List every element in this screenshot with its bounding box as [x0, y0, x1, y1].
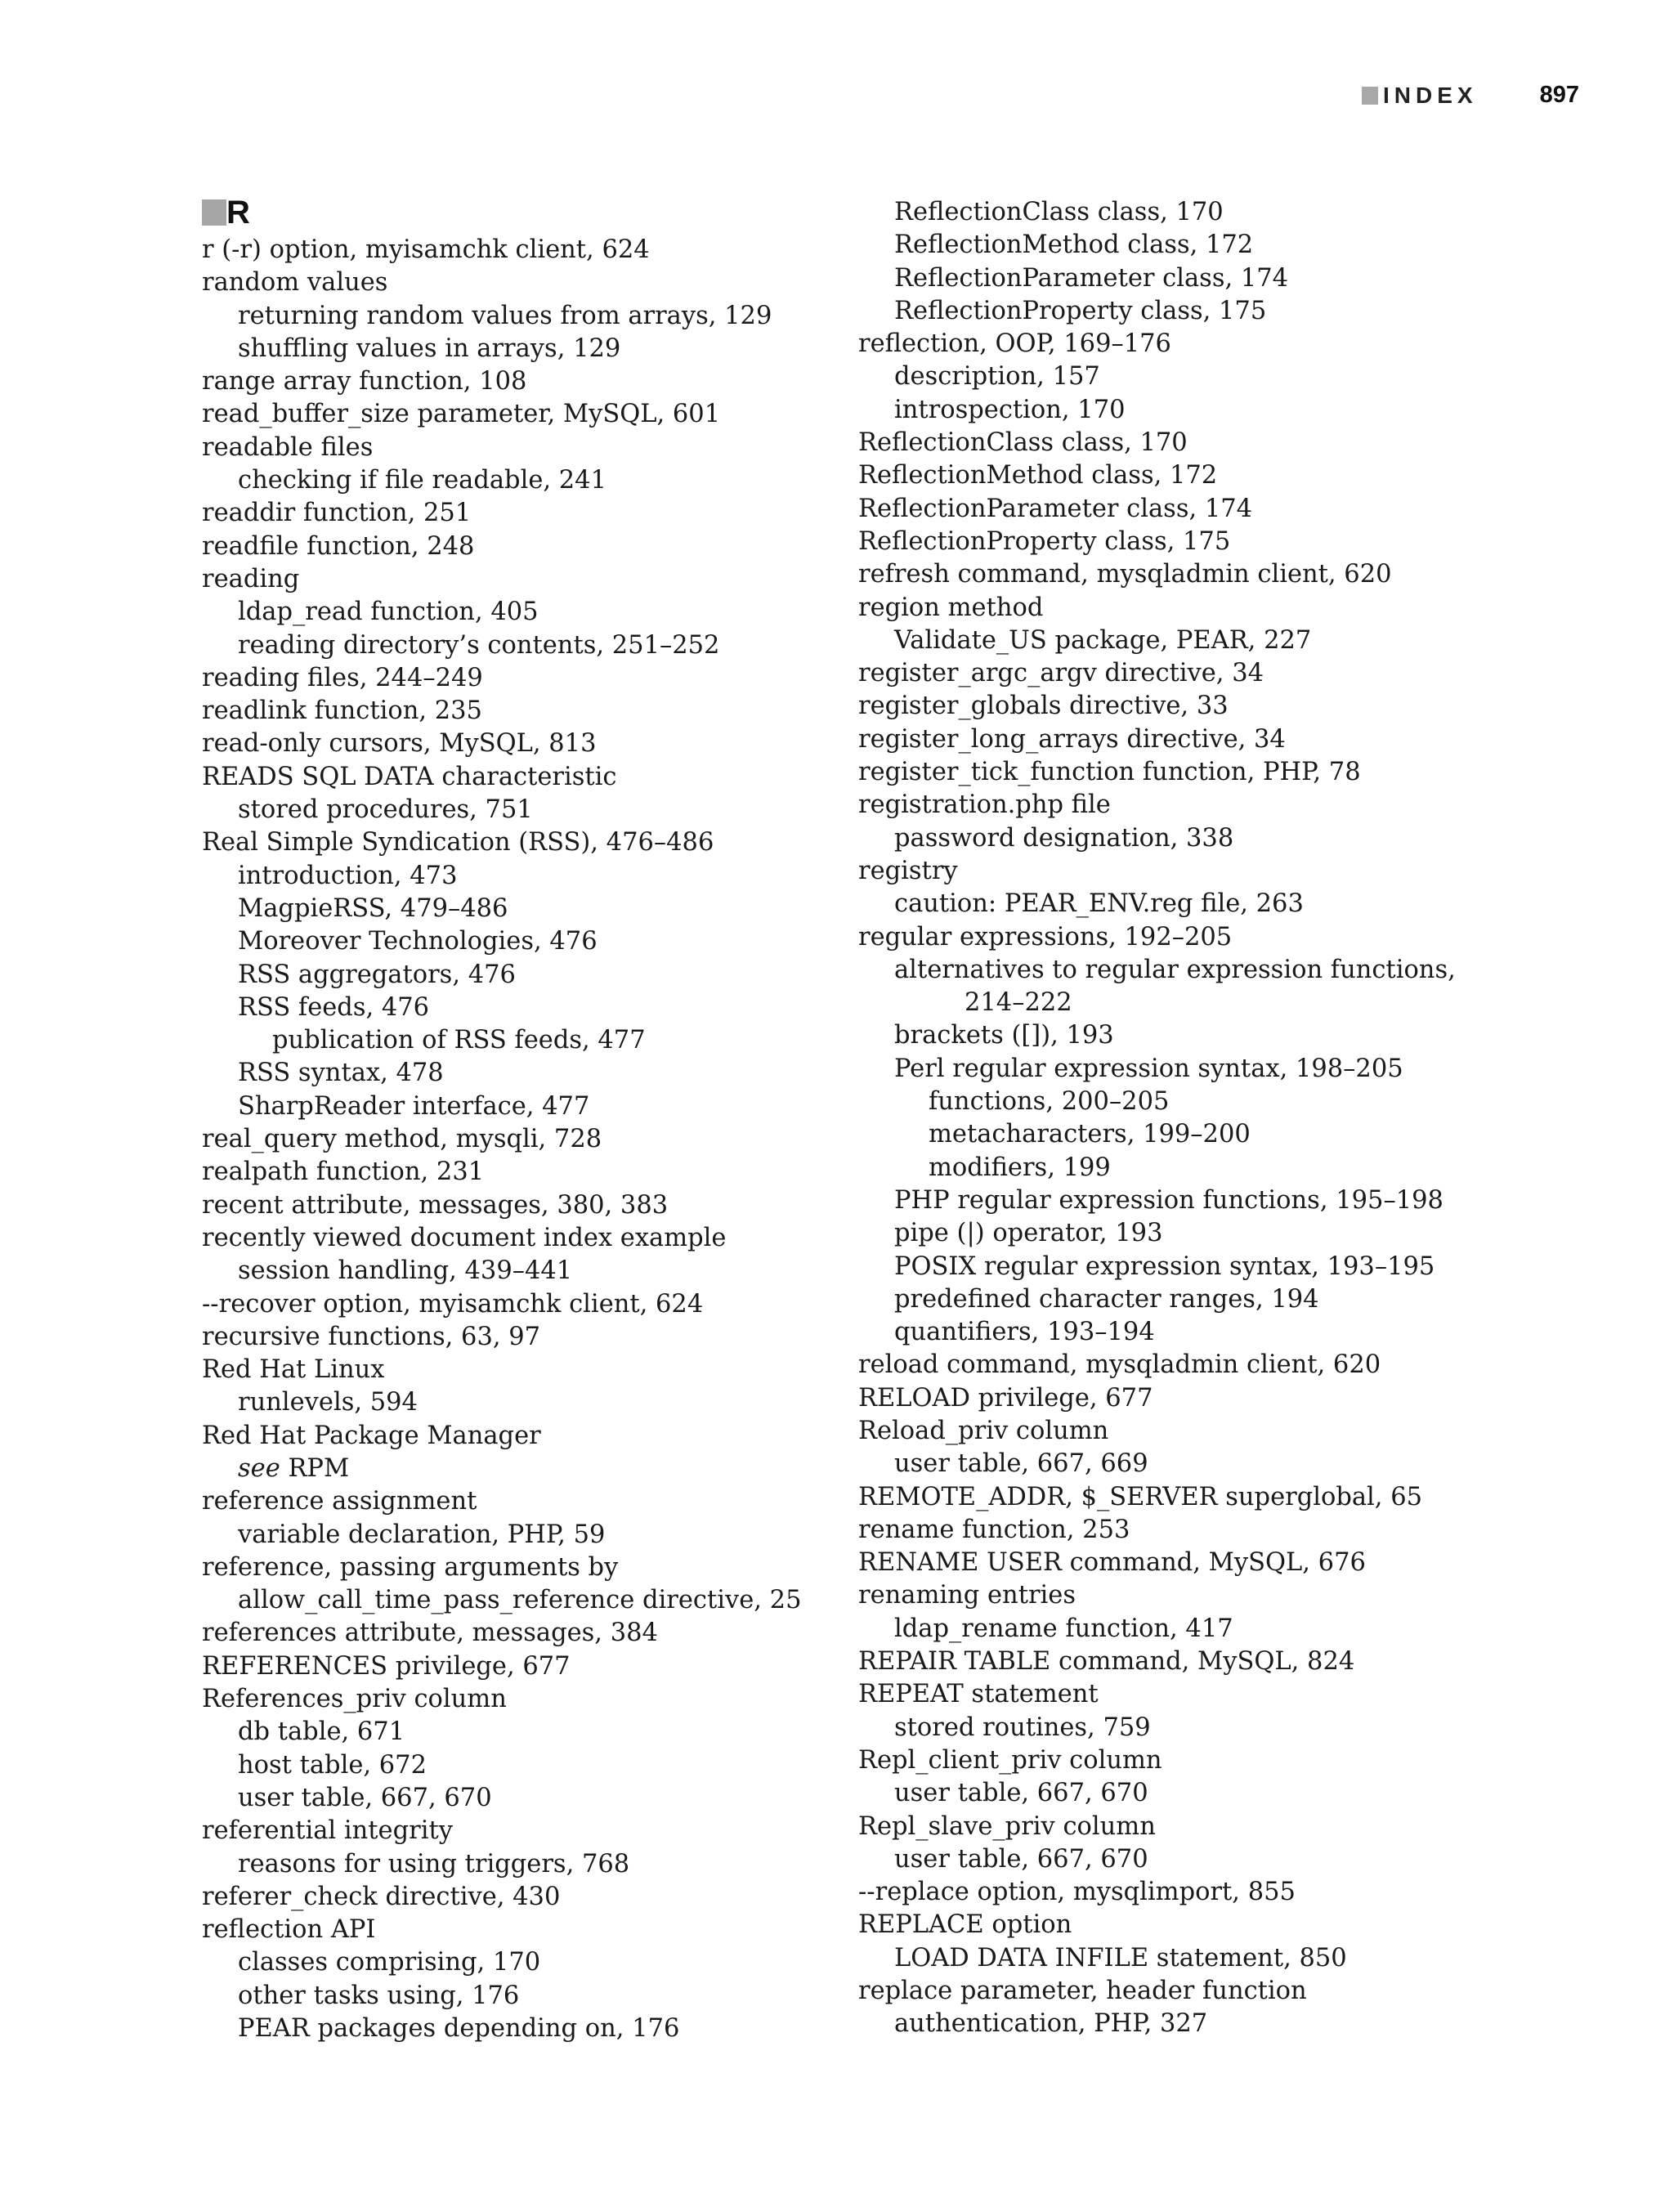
index-entry: read-only cursors, MySQL, 813 — [202, 729, 597, 759]
index-entry: Red Hat Linux — [202, 1355, 385, 1385]
index-entry: publication of RSS feeds, 477 — [272, 1026, 646, 1055]
index-entry: reading directory’s contents, 251–252 — [238, 630, 720, 660]
index-entry: --replace option, mysqlimport, 855 — [858, 1878, 1296, 1907]
index-entry: introspection, 170 — [894, 395, 1126, 424]
running-header — [1362, 82, 1579, 109]
index-entry: regular expressions, 192–205 — [858, 922, 1233, 952]
index-entry: Real Simple Syndication (RSS), 476–486 — [202, 828, 714, 857]
index-entry: LOAD DATA INFILE statement, 850 — [894, 1943, 1347, 1972]
index-entry: brackets ([]), 193 — [894, 1021, 1114, 1050]
index-entry-list-right — [858, 196, 1594, 2041]
index-entry: PEAR packages depending on, 176 — [238, 2014, 680, 2044]
index-entry: ReflectionClass class, 170 — [858, 428, 1188, 458]
index-entry: References_priv column — [202, 1685, 507, 1714]
index-entry: real_query method, mysqli, 728 — [202, 1125, 602, 1154]
index-entry: REPLACE option — [858, 1910, 1072, 1940]
index-entry: readable files — [202, 432, 374, 462]
index-entry: reload command, mysqladmin client, 620 — [858, 1350, 1381, 1380]
index-entry: user table, 667, 670 — [894, 1779, 1148, 1808]
index-entry: Repl_client_priv column — [858, 1745, 1162, 1775]
see-reference-target: RPM — [280, 1453, 350, 1483]
index-entry: db table, 671 — [238, 1717, 405, 1747]
index-entry: read_buffer_size parameter, MySQL, 601 — [202, 400, 721, 429]
index-entry: checking if file readable, 241 — [238, 466, 606, 495]
index-entry: r (-r) option, myisamchk client, 624 — [202, 235, 650, 264]
index-entry: RSS feeds, 476 — [238, 992, 430, 1022]
index-entry: authentication, PHP, 327 — [894, 2009, 1208, 2039]
index-entry-list-left — [202, 234, 856, 2045]
index-entry: random values — [202, 268, 388, 298]
index-entry: ReflectionProperty class, 175 — [894, 296, 1267, 325]
index-entry: reference, passing arguments by — [202, 1552, 619, 1582]
index-entry: ldap_rename function, 417 — [894, 1614, 1233, 1643]
index-entry: register_argc_argv directive, 34 — [858, 659, 1264, 688]
index-entry: introduction, 473 — [238, 861, 458, 890]
index-entry: ReflectionMethod class, 172 — [894, 231, 1254, 260]
index-entry: recent attribute, messages, 380, 383 — [202, 1190, 669, 1220]
index-entry: user table, 667, 669 — [894, 1449, 1148, 1479]
index-entry: runlevels, 594 — [238, 1388, 418, 1417]
section-letter: R — [226, 195, 250, 231]
index-entry: metacharacters, 199–200 — [929, 1120, 1251, 1149]
index-entry: replace parameter, header function — [858, 1977, 1307, 2006]
index-entry: description, 157 — [894, 362, 1100, 392]
index-entry: register_tick_function function, PHP, 78 — [858, 758, 1361, 787]
index-entry: ldap_read function, 405 — [238, 598, 539, 627]
index-entry: REFERENCES privilege, 677 — [202, 1651, 571, 1681]
index-entry: registration.php file — [858, 790, 1111, 820]
index-entry: rename function, 253 — [858, 1515, 1130, 1544]
index-entry: reasons for using triggers, 768 — [238, 1849, 630, 1878]
index-entry: region method — [858, 593, 1044, 622]
index-entry: reflection API — [202, 1915, 376, 1945]
index-entry: Repl_slave_priv column — [858, 1811, 1156, 1841]
index-entry: other tasks using, 176 — [238, 1981, 520, 2010]
index-entry: classes comprising, 170 — [238, 1948, 541, 1977]
index-entry: range array function, 108 — [202, 367, 527, 396]
index-entry: caution: PEAR_ENV.reg file, 263 — [894, 889, 1304, 919]
index-entry: READS SQL DATA characteristic — [202, 762, 617, 791]
index-entry: user table, 667, 670 — [894, 1844, 1148, 1874]
index-entry: REPEAT statement — [858, 1680, 1099, 1709]
index-entry: alternatives to regular expression functions, — [894, 955, 1456, 984]
index-entry: renaming entries — [858, 1581, 1076, 1610]
index-entry: ReflectionParameter class, 174 — [894, 263, 1289, 293]
header-label: INDEX — [1383, 82, 1478, 108]
index-entry: register_globals directive, 33 — [858, 692, 1229, 721]
index-entry: pipe (|) operator, 193 — [894, 1219, 1163, 1248]
index-entry — [202, 1453, 856, 1485]
index-entry: realpath function, 231 — [202, 1157, 485, 1187]
index-entry: references attribute, messages, 384 — [202, 1619, 658, 1648]
index-entry: RENAME USER command, MySQL, 676 — [858, 1548, 1366, 1578]
index-entry: password designation, 338 — [894, 823, 1234, 853]
index-entry: Validate_US package, PEAR, 227 — [894, 625, 1312, 655]
index-entry: recently viewed document index example — [202, 1223, 727, 1252]
index-entry: reading — [202, 564, 300, 593]
index-entry: Reload_priv column — [858, 1416, 1109, 1445]
index-entry: reading files, 244–249 — [202, 663, 483, 692]
index-entry: user table, 667, 670 — [238, 1783, 492, 1812]
index-entry: ReflectionMethod class, 172 — [858, 461, 1218, 490]
index-entry: 214–222 — [965, 988, 1072, 1018]
index-entry: returning random values from arrays, 129 — [238, 301, 772, 330]
index-entry: POSIX regular expression syntax, 193–195 — [894, 1252, 1435, 1281]
index-entry: Perl regular expression syntax, 198–205 — [894, 1054, 1403, 1083]
header-marker-block — [1362, 87, 1378, 105]
index-entry: session handling, 439–441 — [238, 1256, 573, 1286]
index-entry: ReflectionClass class, 170 — [894, 198, 1224, 226]
index-entry: predefined character ranges, 194 — [894, 1284, 1319, 1314]
section-marker-block — [202, 199, 226, 226]
index-entry: modifiers, 199 — [929, 1153, 1111, 1182]
section-heading — [202, 196, 856, 229]
index-entry: stored procedures, 751 — [238, 795, 533, 825]
index-entry: allow_call_time_pass_reference directive, 25 — [238, 1586, 802, 1615]
index-entry: Red Hat Package Manager — [202, 1421, 541, 1450]
see-reference-label: see — [238, 1453, 280, 1483]
index-entry: REMOTE_ADDR, $_SERVER superglobal, 65 — [858, 1482, 1423, 1511]
index-entry: registry — [858, 856, 958, 885]
index-column-left — [202, 196, 856, 2045]
index-entry: ReflectionProperty class, 175 — [858, 526, 1231, 556]
index-entry: readlink function, 235 — [202, 696, 482, 726]
index-entry: MagpieRSS, 479–486 — [238, 893, 508, 923]
index-entry: RSS syntax, 478 — [238, 1059, 444, 1088]
index-entry: quantifiers, 193–194 — [894, 1318, 1155, 1347]
index-entry: referer_check directive, 430 — [202, 1882, 561, 1911]
index-entry: host table, 672 — [238, 1750, 427, 1780]
index-entry: functions, 200–205 — [929, 1087, 1170, 1117]
index-entry: refresh command, mysqladmin client, 620 — [858, 560, 1392, 589]
index-entry: ReflectionParameter class, 174 — [858, 494, 1253, 523]
index-entry: referential integrity — [202, 1816, 453, 1846]
index-entry: --recover option, myisamchk client, 624 — [202, 1289, 704, 1319]
index-entry: readfile function, 248 — [202, 531, 475, 561]
index-entry: RELOAD privilege, 677 — [858, 1383, 1153, 1413]
page-number: 897 — [1539, 82, 1579, 108]
index-entry: readdir function, 251 — [202, 499, 472, 528]
index-entry: shuffling values in arrays, 129 — [238, 334, 621, 363]
index-entry: Moreover Technologies, 476 — [238, 927, 598, 956]
index-entry: recursive functions, 63, 97 — [202, 1322, 541, 1351]
index-entry: stored routines, 759 — [894, 1713, 1151, 1742]
index-entry: PHP regular expression functions, 195–198 — [894, 1185, 1443, 1215]
index-entry: REPAIR TABLE command, MySQL, 824 — [858, 1647, 1355, 1677]
index-column-right — [858, 196, 1594, 2041]
index-entry: reference assignment — [202, 1487, 477, 1516]
index-entry: SharpReader interface, 477 — [238, 1091, 590, 1121]
index-entry: RSS aggregators, 476 — [238, 960, 516, 989]
index-entry: reflection, OOP, 169–176 — [858, 329, 1171, 359]
index-entry: register_long_arrays directive, 34 — [858, 724, 1286, 754]
index-entry: variable declaration, PHP, 59 — [238, 1520, 606, 1549]
